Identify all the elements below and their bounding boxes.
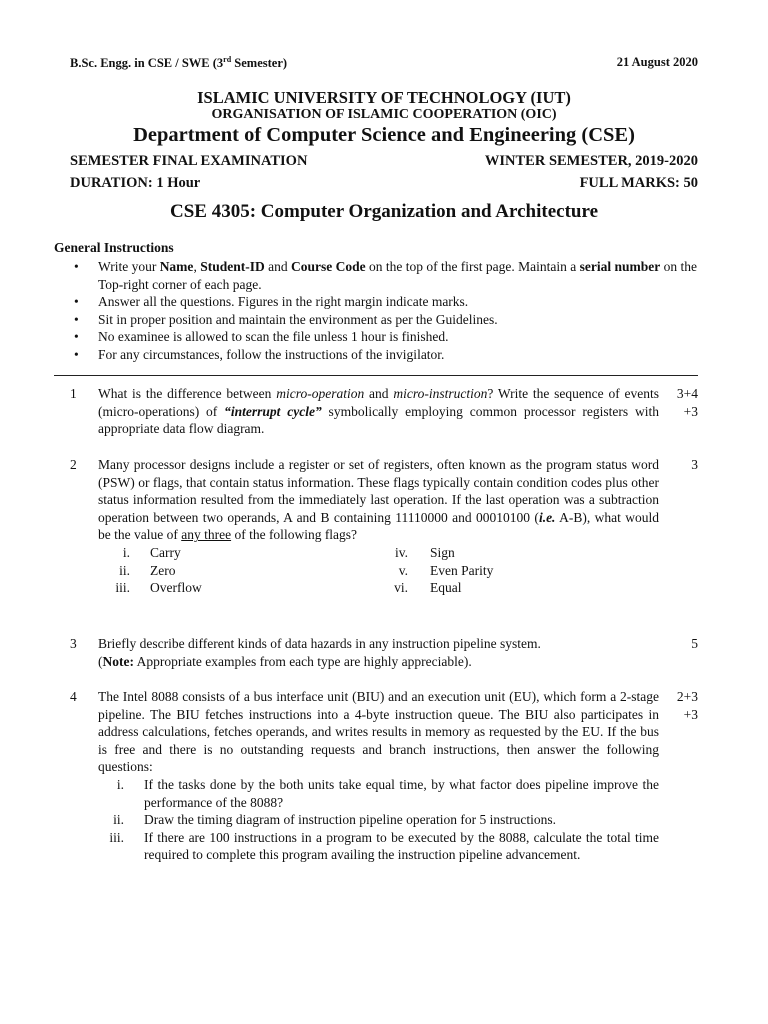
- bullet-icon: •: [74, 259, 79, 274]
- instruction-item: • For any circumstances, follow the instructions of the invigilator.: [74, 346, 445, 362]
- header-top-line: [70, 55, 698, 71]
- exam-type: SEMESTER FINAL EXAMINATION: [70, 153, 308, 169]
- sub-question: iii. If there are 100 instructions in a program to be executed by the 8088, calculate the total time required to complete this program availing the instruction pipeline advancement.: [109, 829, 659, 863]
- instruction-item: • Sit in proper position and maintain the environment as per the Guidelines.: [74, 311, 498, 327]
- question-text: Briefly describe different kinds of data hazards in any instruction pipeline system. (Note: Appropriate examples from each type are highly appreciable).: [98, 636, 541, 669]
- exam-date: 21 August 2020: [616, 55, 698, 69]
- exam-info-row: [70, 153, 698, 170]
- question-text: The Intel 8088 consists of a bus interface unit (BIU) and an execution unit (EU), which form a 2-stage pipeline. The BIU fetches instructions into a 4-byte instruction queue. The BIU also participates in address calculations, fetches operands, and writes results in memory as requested by the EU. If the bus is free and there is no outstanding requests and branch instructions, then answer the following questions: i. If the tasks done by the both units take equal time, by what factor does pipeline improve the performance of the 8088? ii. Draw the timing diagram of instruction pipeline operation for 5 instructions. iii. If there are 100 instructions in a program to be executed by the 8088, calculate the total time required to complete this program availing the instruction pipeline advancement.: [98, 689, 659, 863]
- question-marks: 3+4 +3: [676, 386, 698, 419]
- department-name: Department of Computer Science and Engineering (CSE): [133, 124, 635, 146]
- question-marks: 3: [691, 457, 698, 472]
- organisation-name: ORGANISATION OF ISLAMIC COOPERATION (OIC): [211, 107, 557, 122]
- question-text: Many processor designs include a register or set of registers, often known as the program status word (PSW) or flags, that contain status information. These flags typically contain condition codes plus other status information resulted from the immediately last operation. If the last operation was a subtraction operation between two operands, A and B containing 11110000 and 00010100 (i.e. A-B), what would be the value of any three of the following flags? i. Carry iv. Sign ii. Zero v. Even Parity iii. Overflow vi. Equal: [98, 457, 659, 596]
- instruction-item: • Write your Name, Student-ID and Course Code on the top of the first page. Maintain a serial number on the Top-right corner of each page.: [74, 259, 698, 292]
- divider: [54, 375, 698, 376]
- bullet-icon: •: [74, 346, 79, 362]
- question-number: 2: [70, 457, 77, 472]
- university-name: ISLAMIC UNIVERSITY OF TECHNOLOGY (IUT): [197, 88, 571, 107]
- semester-label: WINTER SEMESTER, 2019-2020: [484, 153, 698, 169]
- question-marks: 2+3 +3: [676, 689, 698, 722]
- program-label: B.Sc. Engg. in CSE / SWE (3rd Semester): [70, 55, 288, 71]
- bullet-icon: •: [74, 329, 79, 345]
- question-number: 3: [70, 636, 77, 651]
- course-title: CSE 4305: Computer Organization and Architecture: [169, 201, 599, 222]
- question-text: What is the difference between micro-operation and micro-instruction? Write the sequence of events (micro-operations) of “interrupt cycle” symbolically employing common processor registers with appropriate data flow diagram.: [98, 386, 660, 437]
- duration-row: [70, 175, 698, 192]
- sub-question: i. If the tasks done by the both units take equal time, by what factor does pipeline improve the performance of the 8088?: [116, 776, 659, 810]
- instructions-list: [74, 258, 698, 364]
- flag-options: [98, 544, 659, 597]
- question-number: 4: [70, 689, 77, 704]
- instruction-item: • Answer all the questions. Figures in the right margin indicate marks.: [74, 294, 469, 310]
- sub-question: ii. Draw the timing diagram of instruction pipeline operation for 5 instructions.: [113, 812, 557, 828]
- question-marks: 5: [691, 636, 698, 651]
- bullet-icon: •: [74, 311, 79, 327]
- instructions-title: General Instructions: [54, 240, 174, 255]
- option-row: ii. Zero v. Even Parity: [119, 562, 494, 578]
- question-number: 1: [70, 386, 77, 401]
- instruction-item: • No examinee is allowed to scan the file unless 1 hour is finished.: [74, 329, 449, 345]
- option-row: i. Carry iv. Sign: [122, 544, 455, 560]
- option-row: iii. Overflow vi. Equal: [115, 580, 462, 596]
- duration-label: DURATION: 1 Hour: [70, 175, 201, 191]
- full-marks-label: FULL MARKS: 50: [579, 175, 698, 191]
- bullet-icon: •: [74, 294, 79, 310]
